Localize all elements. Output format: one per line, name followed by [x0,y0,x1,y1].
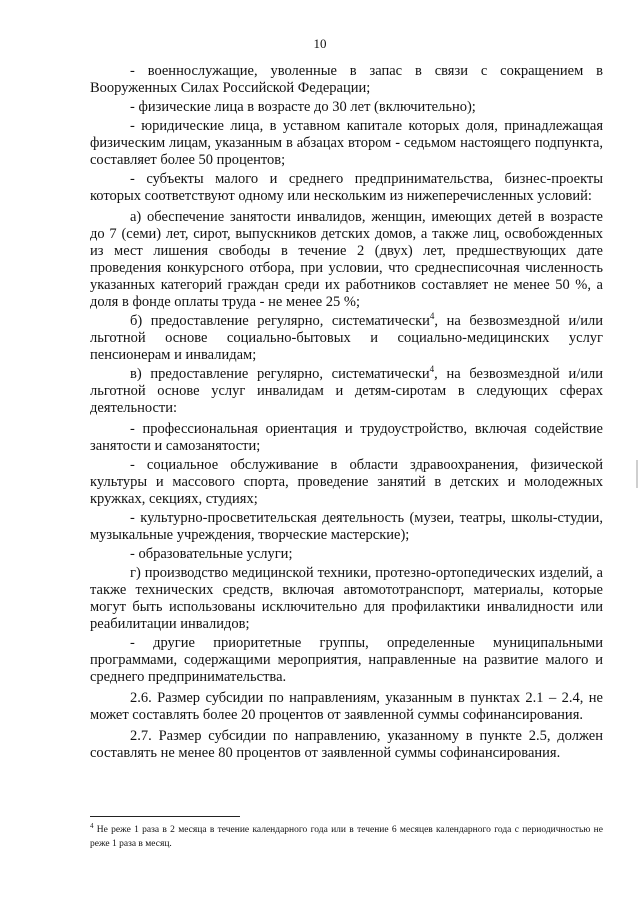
footnote-marker: 4 [90,821,94,830]
paragraph-b-rest: , на безвозмездной и/или льготной основе социально-бытовых и социально-медицинских услуг пенсионерам и инвалидам; [90,313,603,363]
paragraph-b-start: б) предоставление регулярно, систематически [130,313,430,329]
document-body [90,63,603,764]
paragraph: - культурно-просветительская деятельность (музеи, театры, школы-студии, музыкальные учреждения, творческие мастерские); [90,510,603,543]
footnote [90,823,603,851]
paragraph: 2.7. Размер субсидии по направлению, указанному в пункте 2.5, должен составлять не менее 80 процентов от заявленной суммы софинансирования. [90,728,603,761]
paragraph: - профессиональная ориентация и трудоустройство, включая содействие занятости и самозанятости; [90,421,603,454]
paragraph: - другие приоритетные группы, определенные муниципальными программами, содержащими мероприятия, направленные на развитие малого и среднего предпринимательства. [90,635,603,685]
paragraph: - военнослужащие, уволенные в запас в связи с сокращением в Вооруженных Силах Российской Федерации; [90,63,603,96]
paragraph: - образовательные услуги; [130,546,293,562]
paragraph-b [90,313,603,364]
footnote-reference: 4 [429,364,435,375]
paragraph: - субъекты малого и среднего предпринимательства, бизнес-проекты которых соответствуют одному или нескольким из нижеперечисленных условий: [90,171,603,204]
paragraph: 2.6. Размер субсидии по направлениям, указанным в пунктах 2.1 – 2.4, не может составлять более 20 процентов от заявленной суммы софинансирования. [90,690,603,723]
footnote-reference: 4 [429,311,435,322]
footnote-text: Не реже 1 раза в 2 месяца в течение календарного года или в течение 6 месяцев календарного года с периодичностью не реже 1 раза в месяц. [90,825,603,849]
paragraph-v-rest: , на безвозмездной и/или льготной основе услуг инвалидам и детям-сиротам в следующих сферах деятельности: [90,366,603,416]
paragraph: - юридические лица, в уставном капитале которых доля, принадлежащая физическим лицам, указанным в абзацах втором - седьмом настоящего подпункта, составляет более 50 процентов; [90,118,603,168]
paragraph: г) производство медицинской техники, протезно-ортопедических изделий, а также технических средств, включая автомототранспорт, материалы, которые могут быть использованы исключительно для профилактики инвалидности или реабилитации инвалидов; [90,565,603,632]
paragraph-v-start: в) предоставление регулярно, систематически [130,366,430,382]
page-number: 10 [313,36,327,51]
paragraph: - физические лица в возрасте до 30 лет (включительно); [130,99,476,115]
paragraph: - социальное обслуживание в области здравоохранения, физической культуры и массового спорта, проведение занятий в детских и молодежных кружках, секциях, студиях; [90,457,603,507]
paragraph-v [90,366,603,417]
paragraph: а) обеспечение занятости инвалидов, женщин, имеющих детей в возрасте до 7 (семи) лет, сирот, выпускников детских домов, а также лиц, освобожденных из мест лишения свободы в течение 2 (двух) лет, предшествующих дате проведения конкурсного отбора, при условии, что среднесписочная численность указанных категорий граждан среди их работников составляет не менее 50 %, а доля в фонде оплаты труда - не менее 25 %; [90,209,603,310]
footnote-separator [90,816,240,817]
scan-edge-mark [636,460,638,488]
